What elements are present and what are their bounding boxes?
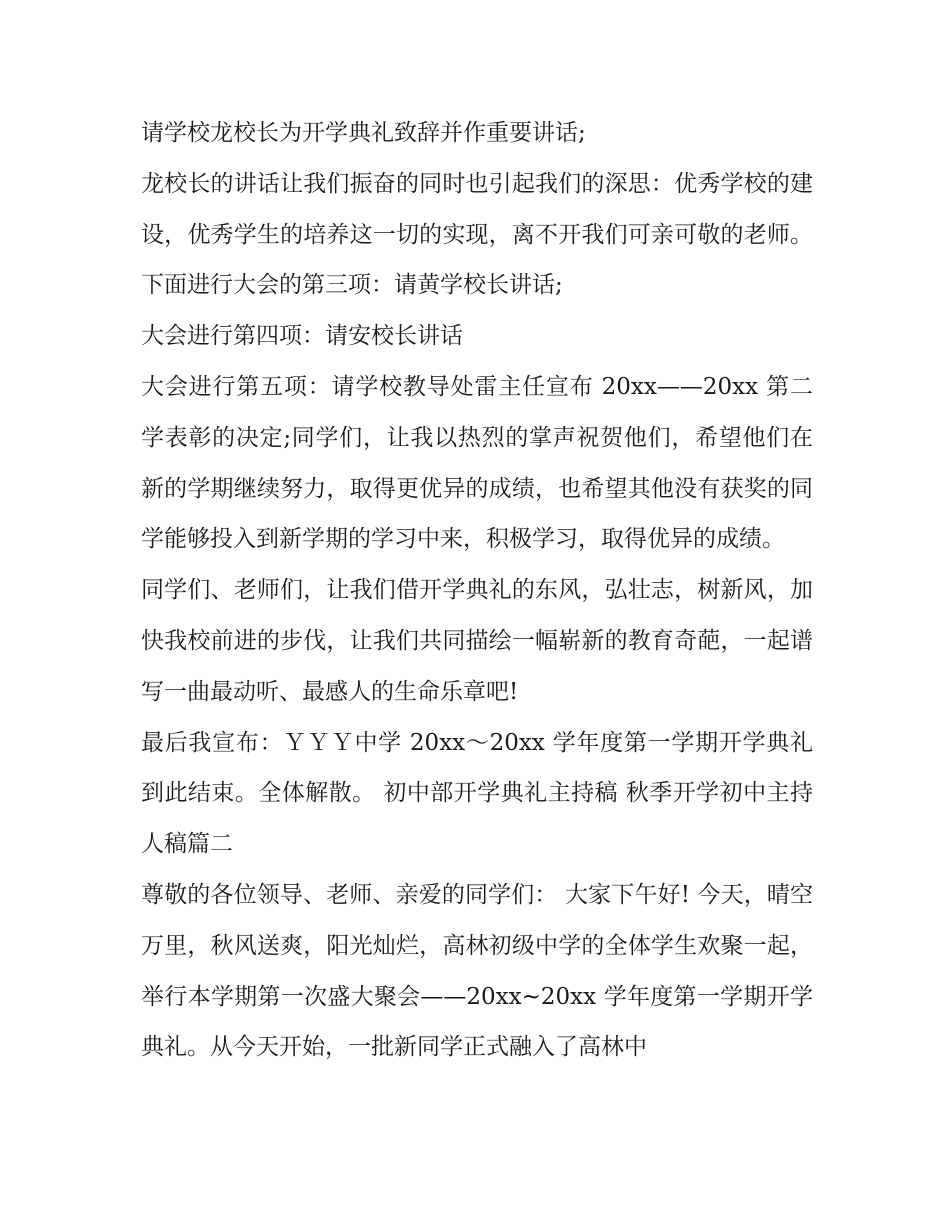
paragraph: 请学校龙校长为开学典礼致辞并作重要讲话;	[141, 120, 586, 146]
paragraph: 大会进行第四项：请安校长讲话	[141, 323, 463, 350]
paragraph: 最后我宣布：ＹＹＹ中学 20xx～20xx 学年度第一学期开学典礼到此结束。全体解散。 初中部开学典礼主持稿 秋季开学初中主持人稿篇二	[141, 729, 813, 858]
paragraph: 龙校长的讲话让我们振奋的同时也引起我们的深思：优秀学校的建设，优秀学生的培养这一切的实现，离不开我们可亲可敬的老师。 下面进行大会的第三项：请黄学校长讲话;	[141, 170, 813, 299]
paragraph: 尊敬的各位领导、老师、亲爱的同学们： 大家下午好! 今天，晴空万里，秋风送爽，阳光灿烂，高林初级中学的全体学生欢聚一起，举行本学期第一次盛大聚会——20xx~20xx 学年度第一学期开学典礼。从今天开始，一批新同学正式融入了高林中	[141, 881, 813, 1061]
document-body	[141, 108, 813, 1073]
paragraph: 大会进行第五项：请学校教导处雷主任宣布 20xx——20xx 第二学表彰的决定;同学们，让我以热烈的掌声祝贺他们，希望他们在新的学期继续努力，取得更优异的成绩，也希望其他没有获奖的同学能够投入到新学期的学习中来，积极学习，取得优异的成绩。	[141, 373, 813, 553]
paragraph: 同学们、老师们，让我们借开学典礼的东风，弘壮志，树新风，加快我校前进的步伐，让我们共同描绘一幅崭新的教育奇葩，一起谱写一曲最动听、最感人的生命乐章吧!	[141, 577, 813, 705]
